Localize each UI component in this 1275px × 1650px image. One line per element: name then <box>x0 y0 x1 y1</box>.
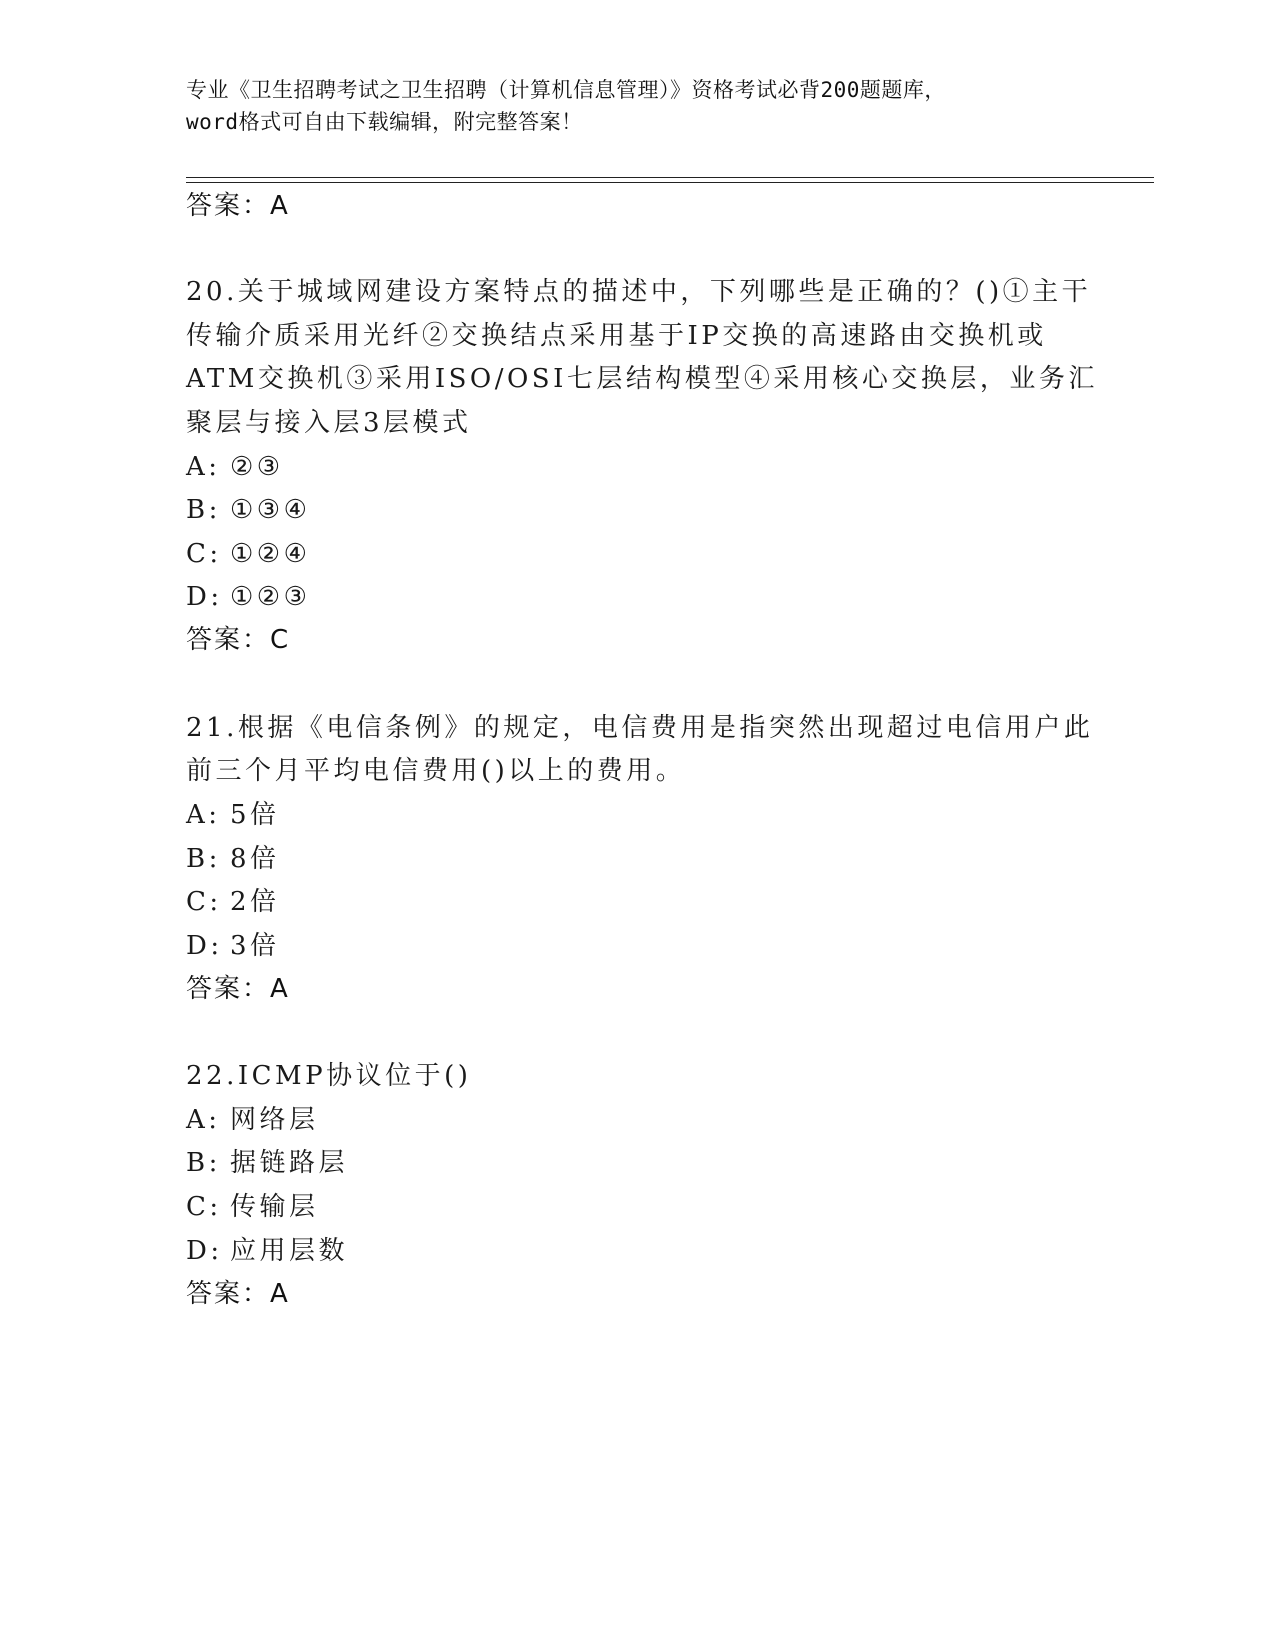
answer-label: 答案：A <box>186 974 290 1004</box>
option-text: 2倍 <box>230 887 280 917</box>
option-text: ②③ <box>230 452 284 482</box>
option-text: ①②④ <box>230 539 311 569</box>
question-text-line: 传输介质采用光纤②交换结点采用基于IP交换的高速路由交换机或 <box>186 321 1047 351</box>
option-text: 5倍 <box>230 800 280 830</box>
question-text-line: 21.根据《电信条例》的规定，电信费用是指突然出现超过电信用户此 <box>186 713 1094 743</box>
option-text: 传输层 <box>230 1192 319 1222</box>
option-key: D: <box>186 1236 223 1266</box>
option-b <box>186 1147 348 1179</box>
option-text: ①③④ <box>230 495 311 525</box>
option-key: C: <box>186 539 222 569</box>
option-key: A: <box>186 800 221 830</box>
question-text-line: ATM交换机③采用ISO/OSI七层结构模型④采用核心交换层，业务汇 <box>186 364 1098 394</box>
option-key: B: <box>186 1148 221 1178</box>
option-d <box>186 930 280 962</box>
option-text: 应用层数 <box>230 1236 349 1266</box>
option-c <box>186 538 310 570</box>
option-a <box>186 451 284 483</box>
option-b <box>186 843 280 875</box>
question-text-line: 22.ICMP协议位于() <box>186 1061 472 1091</box>
option-d <box>186 581 310 613</box>
option-key: A: <box>186 452 221 482</box>
option-text: 8倍 <box>230 844 280 874</box>
option-text: 据链路层 <box>230 1148 349 1178</box>
header-divider-top <box>186 177 1154 178</box>
option-text: ①②③ <box>230 582 311 612</box>
option-key: B: <box>186 844 221 874</box>
document-header <box>186 74 1086 138</box>
option-b <box>186 494 310 526</box>
question-text-line: 前三个月平均电信费用()以上的费用。 <box>186 756 686 786</box>
option-c <box>186 1191 319 1223</box>
header-divider-bottom <box>186 182 1154 183</box>
option-key: C: <box>186 1192 222 1222</box>
option-text: 网络层 <box>230 1105 319 1135</box>
option-c <box>186 886 280 918</box>
option-key: C: <box>186 887 222 917</box>
option-key: A: <box>186 1105 221 1135</box>
previous-answer: 答案：A <box>186 191 290 221</box>
option-d <box>186 1235 348 1267</box>
question-text-line: 20.关于城域网建设方案特点的描述中，下列哪些是正确的？()①主干 <box>186 277 1092 307</box>
header-line-1: 专业《卫生招聘考试之卫生招聘（计算机信息管理）》资格考试必背200题题库， <box>186 78 946 102</box>
option-key: D: <box>186 931 223 961</box>
option-a <box>186 1104 319 1136</box>
header-line-2: word格式可自由下载编辑，附完整答案！ <box>186 110 583 134</box>
answer-label: 答案：C <box>186 625 291 655</box>
option-text: 3倍 <box>230 931 280 961</box>
option-key: B: <box>186 495 221 525</box>
option-key: D: <box>186 582 223 612</box>
option-a <box>186 799 280 831</box>
question-text-line: 聚层与接入层3层模式 <box>186 408 472 438</box>
answer-label: 答案：A <box>186 1279 290 1309</box>
